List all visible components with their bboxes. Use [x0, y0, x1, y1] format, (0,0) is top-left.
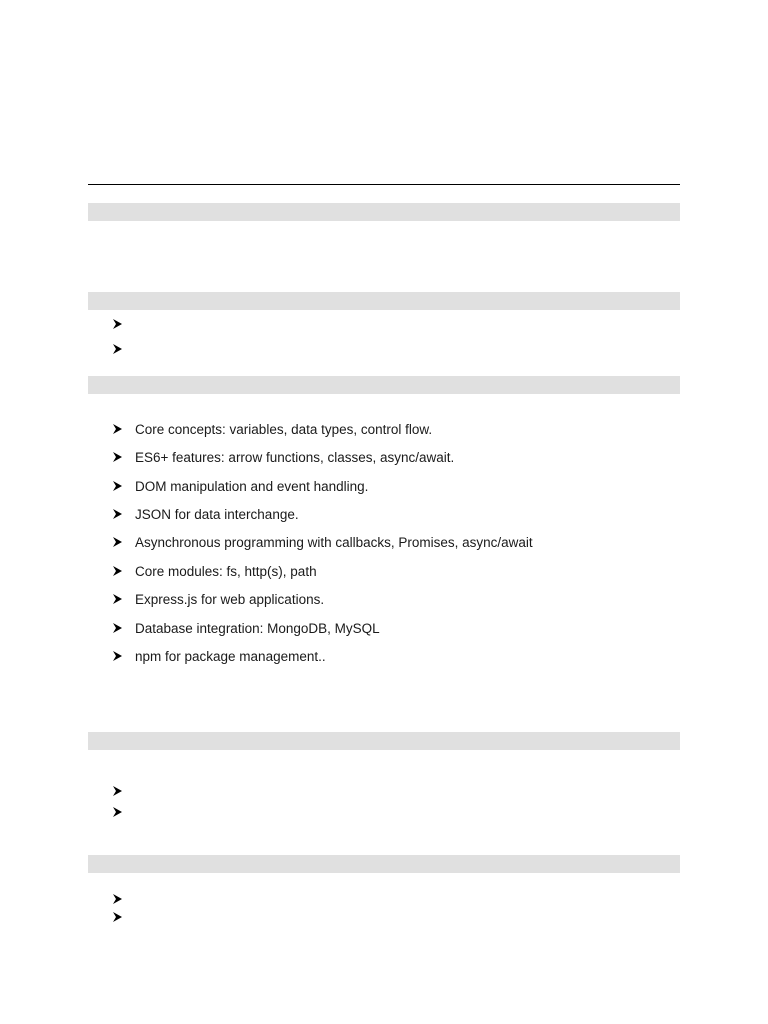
arrowhead-bullet-icon: [112, 508, 126, 522]
arrowhead-bullet-icon: [112, 318, 126, 332]
section-bar-4: [88, 732, 680, 750]
list-item-text: Asynchronous programming with callbacks, Promises, async/await: [135, 535, 533, 550]
list-item-text: Core concepts: variables, data types, control flow.: [135, 422, 433, 437]
arrowhead-bullet-icon: [112, 806, 126, 820]
arrowhead-bullet-icon: [112, 622, 126, 636]
section-bar-2: [88, 292, 680, 310]
list-item-text: JSON for data interchange.: [135, 507, 299, 522]
arrowhead-bullet-icon: [112, 480, 126, 494]
arrowhead-bullet-icon: [112, 536, 126, 550]
list-item-text: Database integration: MongoDB, MySQL: [135, 621, 380, 636]
arrowhead-bullet-icon: [112, 650, 126, 664]
arrowhead-bullet-icon: [112, 785, 126, 799]
list-item-text: npm for package management..: [135, 649, 326, 664]
section-bar-5: [88, 855, 680, 873]
section-bar-1: [88, 203, 680, 221]
list-item-text: Express.js for web applications.: [135, 592, 325, 607]
list-item-text: ES6+ features: arrow functions, classes, async/await.: [135, 450, 455, 465]
list-item-text: DOM manipulation and event handling.: [135, 479, 369, 494]
list-item-text: Core modules: fs, http(s), path: [135, 564, 317, 579]
section-bar-3: [88, 376, 680, 394]
header-divider-line: [88, 184, 680, 185]
arrowhead-bullet-icon: [112, 893, 126, 907]
arrowhead-bullet-icon: [112, 565, 126, 579]
arrowhead-bullet-icon: [112, 343, 126, 357]
arrowhead-bullet-icon: [112, 451, 126, 465]
arrowhead-bullet-icon: [112, 423, 126, 437]
arrowhead-bullet-icon: [112, 593, 126, 607]
arrowhead-bullet-icon: [112, 911, 126, 925]
